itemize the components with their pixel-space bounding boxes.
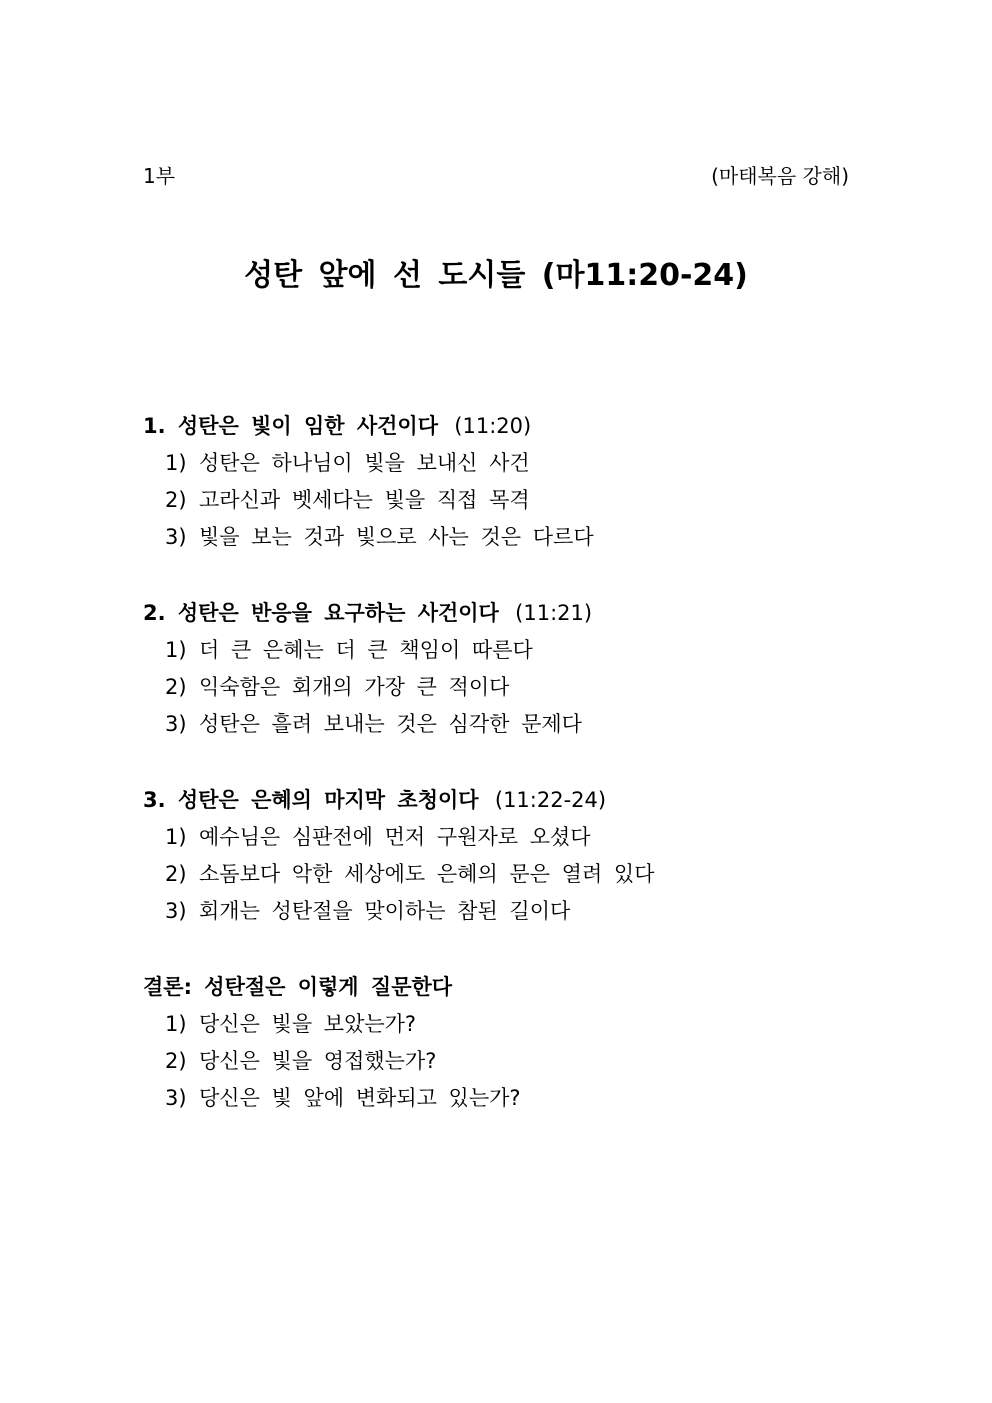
item-number: 1) xyxy=(165,1012,187,1036)
outline-item xyxy=(143,1043,863,1080)
outline-section-conclusion xyxy=(143,969,863,1117)
outline-section-2 xyxy=(143,595,863,743)
outline-item xyxy=(143,519,863,556)
outline-item xyxy=(143,632,863,669)
item-number: 1) xyxy=(165,825,187,849)
scripture-reference: (11:21) xyxy=(515,601,593,625)
outline-section-1 xyxy=(143,408,863,556)
section-heading-text: 2. 성탄은 반응을 요구하는 사건이다 xyxy=(143,601,499,625)
part-label: 1부 xyxy=(143,164,176,188)
section-heading xyxy=(143,969,863,1006)
item-text: 당신은 빛을 영접했는가? xyxy=(199,1049,437,1073)
outline-item xyxy=(143,1080,863,1117)
outline-item xyxy=(143,482,863,519)
item-number: 2) xyxy=(165,675,187,699)
item-text: 당신은 빛을 보았는가? xyxy=(199,1012,417,1036)
item-text: 익숙함은 회개의 가장 큰 적이다 xyxy=(199,675,510,699)
outline xyxy=(143,408,863,1156)
outline-section-3 xyxy=(143,782,863,930)
item-text: 고라신과 벳세다는 빛을 직접 목격 xyxy=(199,488,530,512)
outline-item xyxy=(143,819,863,856)
item-number: 1) xyxy=(165,451,187,475)
item-text: 예수님은 심판전에 먼저 구원자로 오셨다 xyxy=(199,825,591,849)
item-number: 2) xyxy=(165,488,187,512)
section-heading-text: 1. 성탄은 빛이 임한 사건이다 xyxy=(143,414,438,438)
item-number: 2) xyxy=(165,1049,187,1073)
item-number: 1) xyxy=(165,638,187,662)
item-text: 회개는 성탄절을 맞이하는 참된 길이다 xyxy=(199,899,571,923)
item-text: 빛을 보는 것과 빛으로 사는 것은 다르다 xyxy=(199,525,594,549)
item-number: 3) xyxy=(165,899,187,923)
section-heading xyxy=(143,782,863,819)
scripture-reference: (11:22-24) xyxy=(494,788,607,812)
item-number: 3) xyxy=(165,525,187,549)
series-label: (마태복음 강해) xyxy=(711,164,849,188)
item-text: 당신은 빛 앞에 변화되고 있는가? xyxy=(199,1086,521,1110)
item-text: 성탄은 하나님이 빛을 보내신 사건 xyxy=(199,451,530,475)
item-number: 3) xyxy=(165,712,187,736)
item-number: 2) xyxy=(165,862,187,886)
section-heading xyxy=(143,595,863,632)
item-text: 더 큰 은혜는 더 큰 책임이 따른다 xyxy=(199,638,533,662)
item-number: 3) xyxy=(165,1086,187,1110)
outline-item xyxy=(143,445,863,482)
item-text: 성탄은 흘려 보내는 것은 심각한 문제다 xyxy=(199,712,582,736)
section-heading-text: 3. 성탄은 은혜의 마지막 초청이다 xyxy=(143,788,479,812)
item-text: 소돔보다 악한 세상에도 은혜의 문은 열려 있다 xyxy=(199,862,655,886)
section-heading-text: 결론: 성탄절은 이렇게 질문한다 xyxy=(143,975,453,999)
outline-item xyxy=(143,706,863,743)
section-heading xyxy=(143,408,863,445)
outline-item xyxy=(143,669,863,706)
scripture-reference: (11:20) xyxy=(454,414,532,438)
page-title: 성탄 앞에 선 도시들 (마11:20-24) xyxy=(244,258,748,293)
outline-item xyxy=(143,856,863,893)
outline-item xyxy=(143,893,863,930)
outline-item xyxy=(143,1006,863,1043)
page-header xyxy=(143,160,849,190)
